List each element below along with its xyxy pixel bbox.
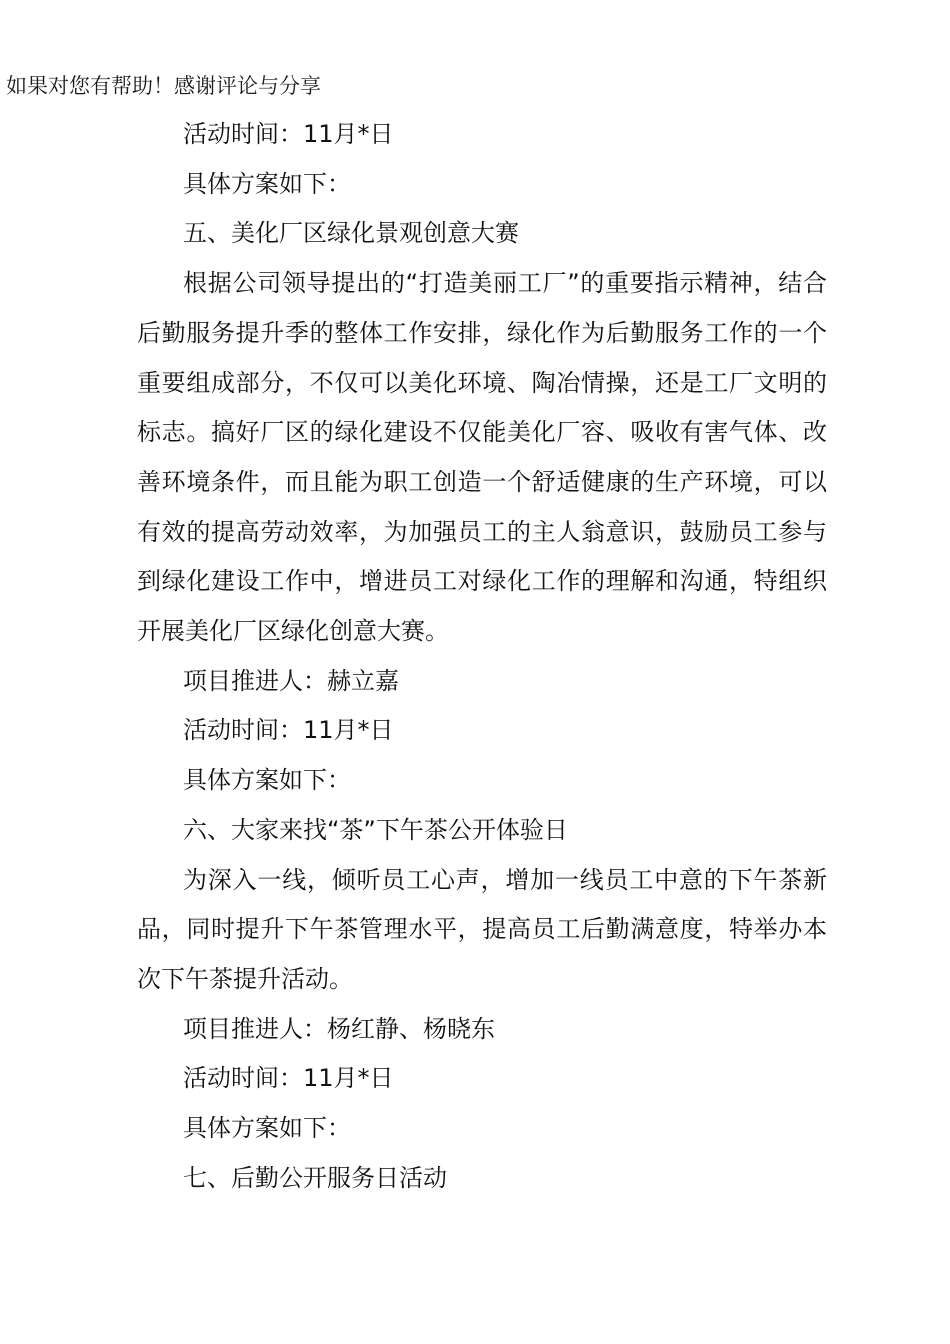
header-note: 如果对您有帮助！感谢评论与分享 bbox=[6, 74, 321, 98]
section-heading: 七、后勤公开服务日活动 bbox=[183, 1163, 447, 1192]
activity-time: 活动时间：11月*日 bbox=[183, 716, 394, 745]
project-owner: 项目推进人：赫立嘉 bbox=[183, 666, 399, 695]
plan-intro: 具体方案如下： bbox=[183, 1114, 351, 1143]
section-paragraph: 为深入一线，倾听员工心声，增加一线员工中意的下午茶新品，同时提升下午茶管理水平，提高员工后勤满意度，特举办本次下午茶提升活动。 bbox=[137, 865, 827, 993]
activity-time: 活动时间：11月*日 bbox=[183, 1064, 394, 1093]
project-owner: 项目推进人：杨红静、杨晓东 bbox=[183, 1014, 495, 1043]
document-body bbox=[137, 110, 827, 1203]
plan-intro: 具体方案如下： bbox=[183, 766, 351, 795]
section-paragraph: 根据公司领导提出的“打造美丽工厂”的重要指示精神，结合后勤服务提升季的整体工作安排，绿化作为后勤服务工作的一个重要组成部分，不仅可以美化环境、陶冶情操，还是工厂文明的标志。搞好厂区的绿化建设不仅能美化厂容、吸收有害气体、改善环境条件，而且能为职工创造一个舒适健康的生产环境，可以有效的提高劳动效率，为加强员工的主人翁意识，鼓励员工参与到绿化建设工作中，增进员工对绿化工作的理解和沟通，特组织开展美化厂区绿化创意大赛。 bbox=[137, 269, 827, 646]
section-heading: 六、大家来找“茶”下午茶公开体验日 bbox=[183, 815, 568, 844]
plan-intro: 具体方案如下： bbox=[183, 169, 351, 198]
section-heading: 五、美化厂区绿化景观创意大赛 bbox=[183, 219, 519, 248]
activity-time: 活动时间：11月*日 bbox=[183, 120, 394, 148]
